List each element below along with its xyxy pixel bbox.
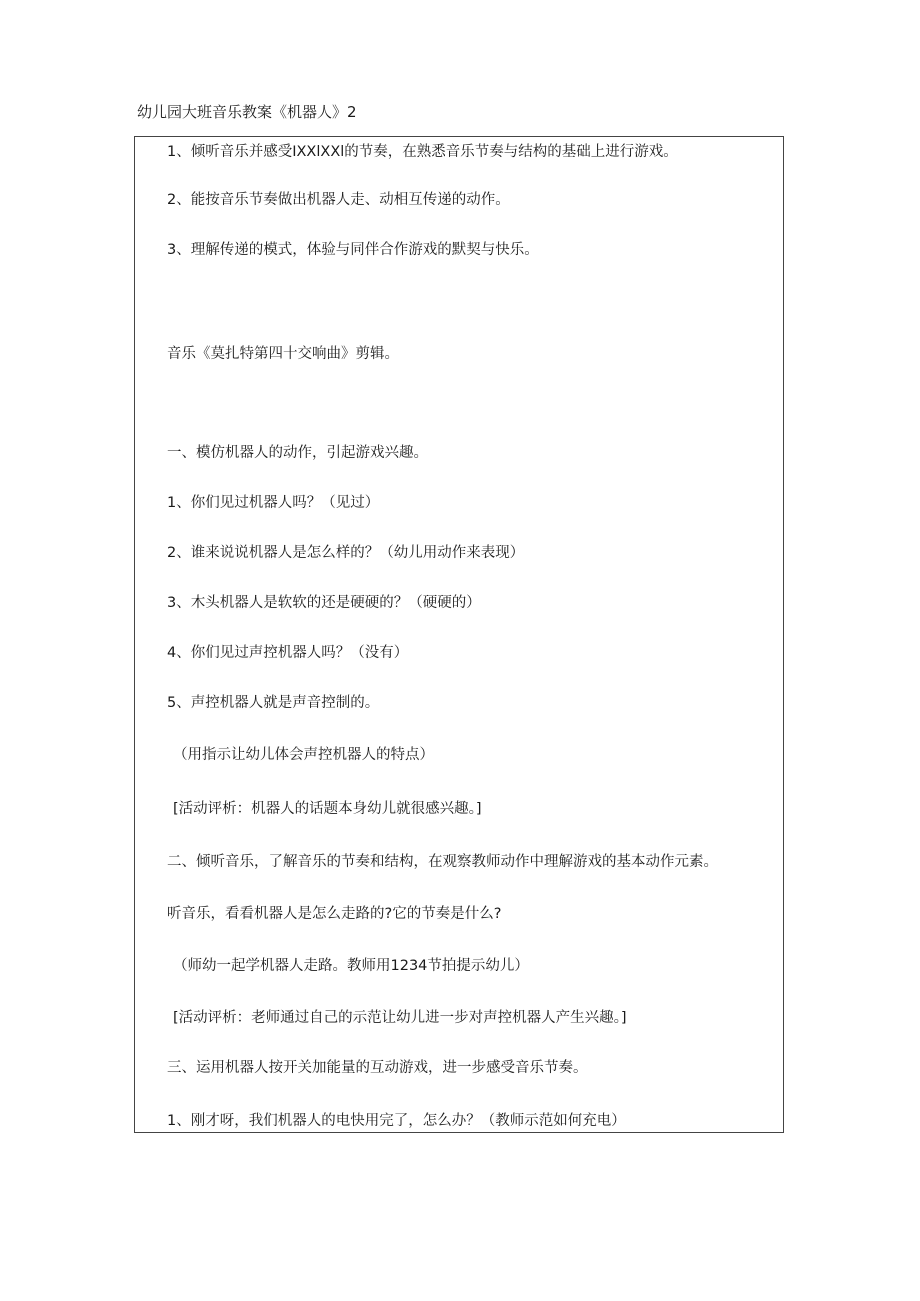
section-heading-2: 二、倾听音乐，了解音乐的节奏和结构，在观察教师动作中理解游戏的基本动作元素。 [167,854,718,870]
activity-comment-2: [活动评析：老师通过自己的示范让幼儿进一步对声控机器人产生兴趣。] [173,1010,627,1026]
section-heading-1: 一、模仿机器人的动作，引起游戏兴趣。 [167,445,428,461]
step-1: 1、刚才呀，我们机器人的电快用完了，怎么办？（教师示范如何充电） [167,1113,626,1129]
document-title: 幼儿园大班音乐教案《机器人》2 [137,103,357,121]
goal-2: 2、能按音乐节奏做出机器人走、动相互传递的动作。 [167,192,510,208]
goal-1: 1、倾听音乐并感受IXXlXXl的节奏，在熟悉音乐节奏与结构的基础上进行游戏。 [167,144,678,160]
question-1: 1、你们见过机器人吗？（见过） [167,495,380,511]
section-heading-3: 三、运用机器人按开关加能量的互动游戏，进一步感受音乐节奏。 [167,1060,588,1076]
listen-prompt: 听音乐，看看机器人是怎么走路的?它的节奏是什么? [167,906,502,922]
question-3: 3、木头机器人是软软的还是硬硬的？（硬硬的） [167,595,481,611]
activity-comment-1: [活动评析：机器人的话题本身幼儿就很感兴趣。] [173,801,482,817]
question-2: 2、谁来说说机器人是怎么样的？（幼儿用动作来表现） [167,545,525,561]
goal-3: 3、理解传递的模式，体验与同伴合作游戏的默契与快乐。 [167,242,539,258]
instruction-note: （用指示让幼儿体会声控机器人的特点） [173,747,434,763]
materials: 音乐《莫扎特第四十交响曲》剪辑。 [167,346,399,362]
teacher-note: （师幼一起学机器人走路。教师用1234节拍提示幼儿） [173,958,529,974]
content-box [134,136,784,1133]
question-4: 4、你们见过声控机器人吗？（没有） [167,645,409,661]
statement-5: 5、声控机器人就是声音控制的。 [167,695,380,711]
